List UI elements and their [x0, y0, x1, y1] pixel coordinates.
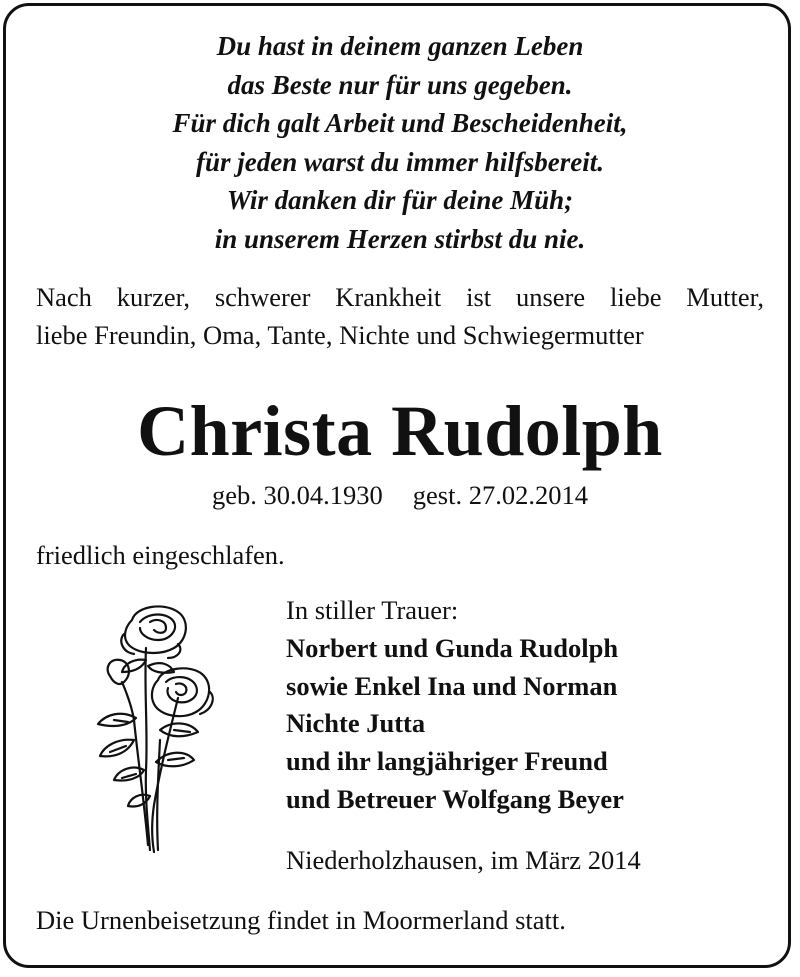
- mourner-line: sowie Enkel Ina und Norman: [286, 670, 618, 701]
- birth-date: geb. 30.04.1930: [212, 480, 383, 510]
- roses-bouquet-icon: [74, 600, 224, 860]
- memorial-poem: [0, 27, 800, 258]
- poem-line: Für dich galt Arbeit und Bescheidenheit,: [172, 108, 628, 138]
- poem-line: Du hast in deinem ganzen Leben: [216, 31, 584, 61]
- mourner-line: und ihr langjähriger Freund: [286, 746, 608, 777]
- mourner-line: und Betreuer Wolfgang Beyer: [286, 783, 624, 814]
- place-date: Niederholzhausen, im März 2014: [286, 845, 641, 875]
- poem-line: für jeden warst du immer hilfsbereit.: [195, 146, 605, 177]
- peaceful-text: friedlich eingeschlafen.: [36, 540, 285, 570]
- intro-line: liebe Freundin, Oma, Tante, Nichte und Schwiegermutter: [36, 320, 644, 350]
- burial-note: Die Urnenbeisetzung findet in Moormerland statt.: [36, 905, 566, 935]
- poem-line: Wir danken dir für deine Müh;: [226, 185, 574, 215]
- intro-text: [36, 278, 764, 354]
- mourners-heading: In stiller Trauer:: [286, 595, 459, 625]
- mourner-line: Norbert und Gunda Rudolph: [286, 632, 619, 663]
- life-dates: [0, 477, 800, 513]
- poem-line: in unserem Herzen stirbst du nie.: [214, 223, 586, 254]
- mourner-line: Nichte Jutta: [286, 708, 426, 739]
- mourners-block: [286, 592, 624, 819]
- intro-line: Nach kurzer, schwerer Krankheit ist unsere liebe Mutter,: [36, 282, 764, 312]
- poem-line: das Beste nur für uns gegeben.: [227, 69, 573, 100]
- deceased-name: Christa Rudolph: [137, 391, 663, 471]
- death-date: gest. 27.02.2014: [412, 480, 588, 510]
